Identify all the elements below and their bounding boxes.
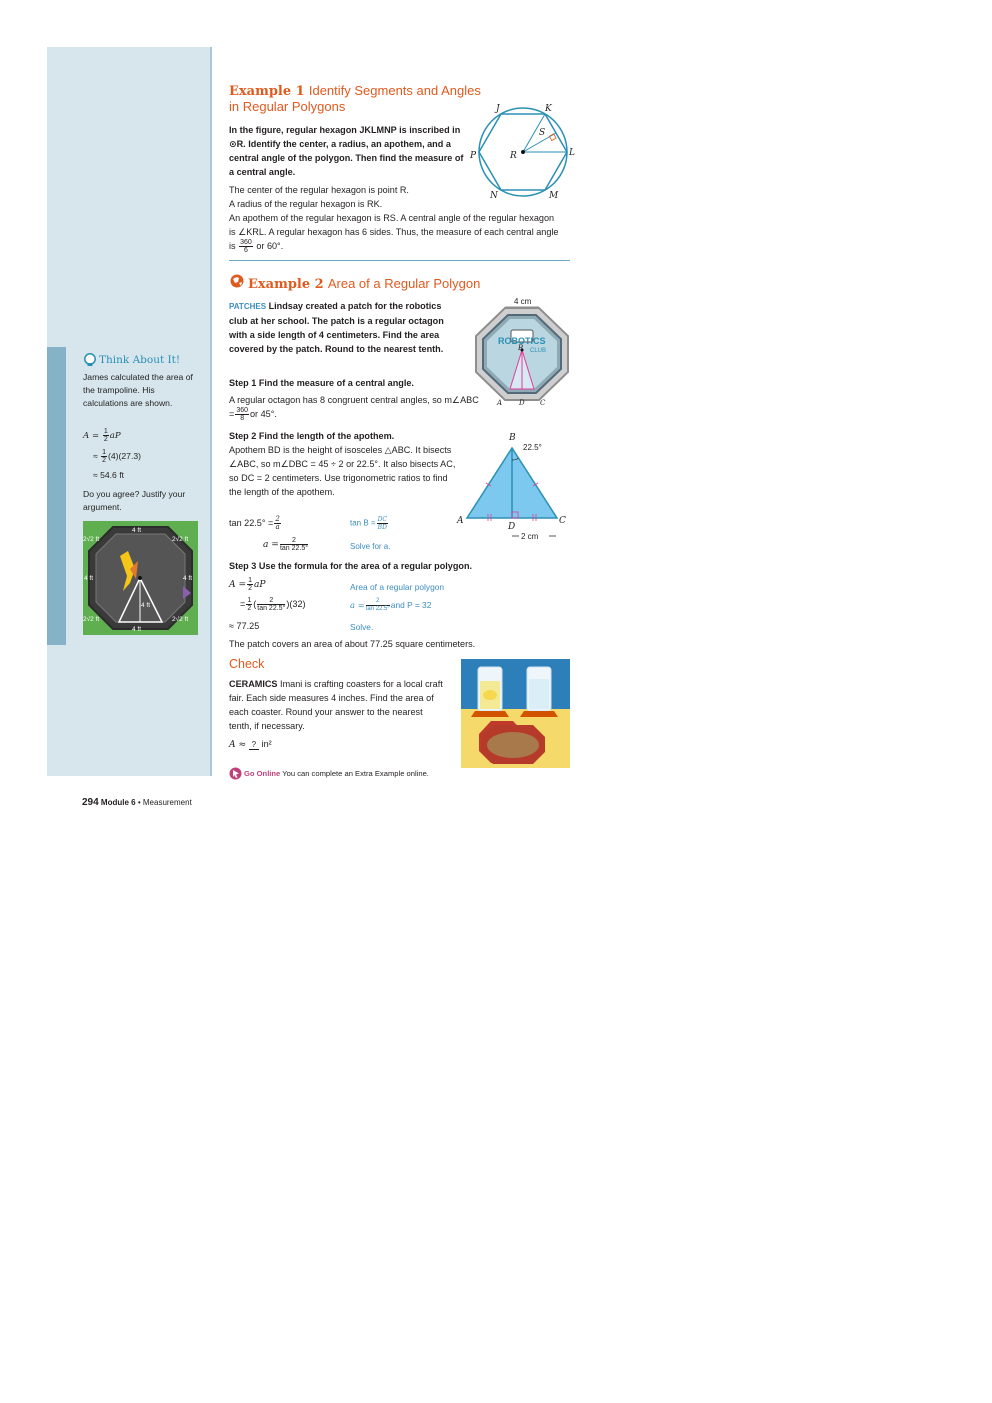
patch-side-label: 4 cm [514,297,532,306]
robotics-patch-figure [472,294,572,408]
module-label: Module 6 [100,798,136,807]
patch-label-A: A [497,399,503,407]
equation-3: A = $\frac{1}{2}$ aP [229,577,266,593]
check-prompt: CERAMICS Imani is crafting coasters for a local craft fair. Each side measures 4 inches. Find the area of each coaster. Round your answer to the nearest tenth, if necessary. [229,679,443,731]
trampoline-label-top: 4 ft [132,527,142,534]
trampoline-label-inner: 4 ft [141,602,151,609]
sidebar-calc-3: ≈ 54.6 ft [93,470,124,480]
step-3-title: Step 3 Use the formula for the area of a regular polygon. [229,561,473,571]
example-1-prompt: In the figure, regular hexagon JKLMNP is inscribed in ⊙R. Identify the center, a radius, an apothem, and a central angle of the polygon. Then find the measure of a central angle. [229,125,464,177]
topic-label: Measurement [142,798,192,807]
triangle-label-D: D [508,522,516,532]
step-2-text: Apothem BD is the height of isosceles △ABC. It bisects ∠ABC, so m∠DBC = 45 ÷ 2 or 22.5°. It also bisects AC, so DC = 2 centimeters. Use trigonometric ratios to find the length of the apothem. [229,445,456,497]
triangle-angle-label: 22.5° [523,443,542,452]
trampoline-label-bottom: 4 ft [132,626,142,633]
triangle-label-A: A [457,516,464,526]
trampoline-diag-tl: 2√2 ft [83,536,100,543]
patch-logo-text: ROBOTICS [498,336,546,346]
page-number: 294 [82,797,99,808]
patch-label-B: B [518,344,524,352]
example-1-heading: Example 1 Identify Segments and Angles [229,83,481,99]
coasters-photo [461,659,570,768]
equation-2: a = $\frac{2}{\tan 22.5^\circ}$ [263,537,309,553]
label-N: N [490,191,498,201]
trampoline-label-right: 4 ft [183,575,193,582]
patch-label-D: D [519,399,525,407]
patch-logo-club: CLUB [530,348,547,354]
go-online-icon[interactable] [229,767,242,780]
example-2-heading: Example 2 Area of a Regular Polygon [248,276,481,292]
triangle-dc-label: 2 cm [521,532,539,541]
equation-1-note: tan B = $\frac{DC}{BD}$ [350,516,387,531]
sidebar-accent-strip [47,347,66,645]
page-footer: 294 Module 6 • Measurement [82,797,192,808]
label-M: M [549,191,559,201]
sidebar-calc-2: ≈ $\frac{1}{2}$ (4)(27.3) [93,449,141,464]
trampoline-figure [83,521,198,635]
step-1-text: A regular octagon has 8 congruent central angles, so m∠ABC = $\frac{360}{8}$ or 45°. [229,395,479,423]
equation-5: ≈ 77.25 [229,621,260,631]
equation-3-note: Area of a regular polygon [350,582,445,592]
triangle-label-C: C [559,516,566,526]
label-L: L [569,148,575,158]
label-R: R [510,151,517,161]
label-P: P [470,151,477,161]
sidebar-text: James calculated the area of the trampoline. His calculations are shown. [83,372,193,408]
step-2-title: Step 2 Find the length of the apothem. [229,431,395,441]
check-heading: Check [229,657,265,671]
example-2-conclusion: The patch covers an area of about 77.25 square centimeters. [229,639,476,649]
sidebar-calc-1: A = $\frac{1}{2}$ aP [83,428,121,443]
section-divider [229,260,570,261]
example-1-apothem: An apothem of the regular hexagon is RS. A central angle of the regular hexagon is ∠KRL. A regular hexagon has 6 sides. Thus, the measure of each central angle is $\frac{360}{6}$ or 60°. [229,213,559,255]
check-answer[interactable]: A ≈ ? in² [229,739,272,750]
label-S: S [539,128,546,138]
equation-1: tan 22.5° = $\frac{2}{a}$ [229,515,280,532]
example-1-heading-line2: in Regular Polygons [229,99,346,114]
example-1-radius: A radius of the regular hexagon is RK. [229,199,383,209]
trampoline-label-left: 4 ft [84,575,94,582]
equation-4: = $\frac{1}{2}$ ( $\frac{2}{\tan 22.5^\circ}$ )(32) [240,597,306,613]
trampoline-diag-bl: 2√2 ft [83,616,100,623]
example-1-center: The center of the regular hexagon is point R. [229,185,409,195]
sidebar-title: Think About It! [99,354,181,366]
trampoline-diag-tr: 2√2 ft [172,536,189,543]
triangle-figure [455,428,573,546]
hexagon-figure [468,100,578,202]
lightbulb-icon [83,353,97,367]
trampoline-diag-br: 2√2 ft [172,616,189,623]
equation-5-note: Solve. [350,622,374,632]
sidebar-question: Do you agree? Justify your argument. [83,489,186,512]
think-about-it-panel [47,47,212,776]
triangle-label-B: B [509,433,516,443]
step-1-title: Step 1 Find the measure of a central angle. [229,378,414,388]
equation-4-note: a = $\frac{2}{\tan 22.5^\circ}$ and P = 32 [350,598,432,613]
globe-icon [230,274,244,288]
example-2-prompt: PATCHES Lindsay created a patch for the robotics club at her school. The patch is a regular octagon with a side length of 4 centimeters. Find the area covered by the patch. Round to the nearest tenth. [229,301,444,354]
label-J: J [496,104,500,114]
equation-2-note: Solve for a. [350,542,391,551]
go-online-link[interactable]: Go Online [244,769,281,778]
patch-label-C: C [540,399,546,407]
answer-blank[interactable]: ? [249,740,259,750]
label-K: K [545,104,552,114]
go-online-line[interactable]: Go Online You can complete an Extra Example online. [244,769,429,778]
